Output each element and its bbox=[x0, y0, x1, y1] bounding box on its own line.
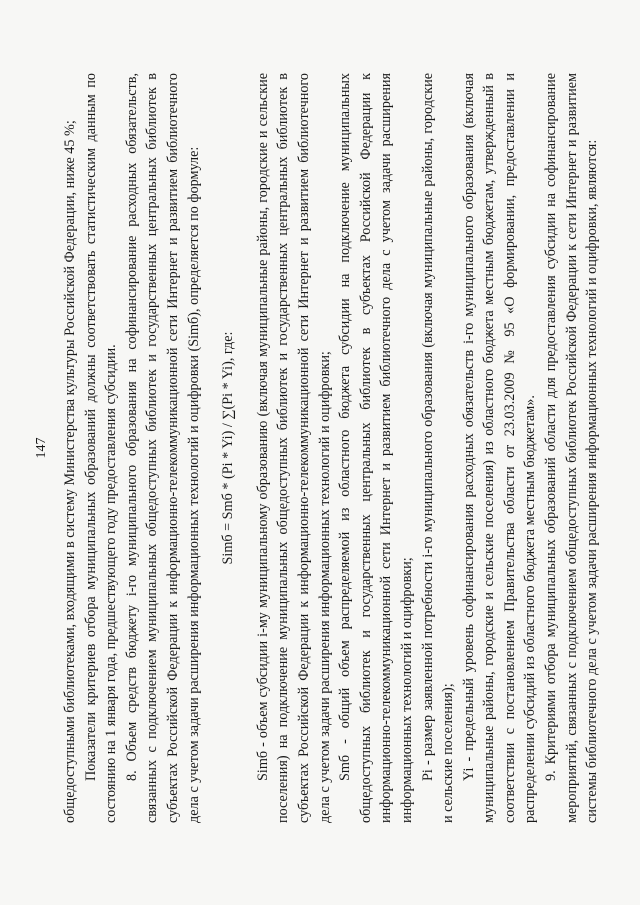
definition-yi: Yi - предельный уровень софинансирования расходных обязательств i-го муниципального образования (включая муниципальные районы, городские и сельские поселения) из областного бюджета местным бюджетам, утвержденный в соответствии с постановлением Правительства области от 23.03.2009 № 95 «О формировании, предоставлении и распределении субсидий из областного бюджета местным бюджетам». bbox=[460, 73, 539, 823]
paragraph-item-8: 8. Объем средств бюджету i-го муниципального образования на софинансирование расходных обязательств, связанных с подключением муниципальных общедоступных библиотек и государственных центральных библиотек в субъектах Российской Федерации к информационно-телекоммуникационной сети Интернет и развитием библиотечного дела с учетом задачи расширения информационных технологий и оцифровки (Simб), определяется по формуле: bbox=[123, 73, 202, 823]
definition-smb: Smб - общий объем распределяемой из областного бюджета субсидии на подключение муниципальных общедоступных библиотек и государственных центральных библиотек в субъектах Российской Федерации к информационно-телекоммуникационной сети Интернет и развитием библиотечного дела с учетом задачи расширения информационных технологий и оцифровки; bbox=[337, 73, 415, 823]
page-number: 147 bbox=[34, 437, 49, 459]
page-content bbox=[60, 73, 603, 823]
definition-simb: Simб - объем субсидии i-му муниципальному образованию (включая муниципальные районы, городские и сельские поселения) на подключение муниципальных общедоступных библиотек и государственных центральных библиотек в субъектах Российской Федерации к информационно-телекоммуникационной сети Интернет и развитием библиотечного дела с учетом задачи расширения информационных технологий и оцифровки; bbox=[254, 73, 333, 823]
paragraph-item-9: 9. Критериями отбора муниципальных образований области для предоставления субсидии на софинансирование мероприятий, связанных с подключением общедоступных библиотек Российской Федерации к сети Интернет и развитием системы библиотечного дела с учетом задачи расширения информационных технологий и оцифровки, являются: bbox=[543, 73, 601, 823]
definition-pi: Pi - размер заявленной потребности i-го муниципального образования (включая муниципальные районы, городские и сельские поселения); bbox=[419, 73, 457, 823]
paragraph-criteria-indicators: Показатели критериев отбора муниципальных образований должны соответствовать статистическим данным по состоянию на 1 января года, предшествующего году предоставления субсидии. bbox=[82, 73, 120, 823]
subsidy-formula: Simб = Smб * (Pi * Yi) / ∑(Pi * Yi), где: bbox=[220, 331, 237, 565]
page-body bbox=[34, 73, 603, 823]
paragraph-libraries-threshold: общедоступными библиотеками, входящими в систему Министерства культуры Российской Федерации, ниже 45 %; bbox=[62, 120, 78, 823]
